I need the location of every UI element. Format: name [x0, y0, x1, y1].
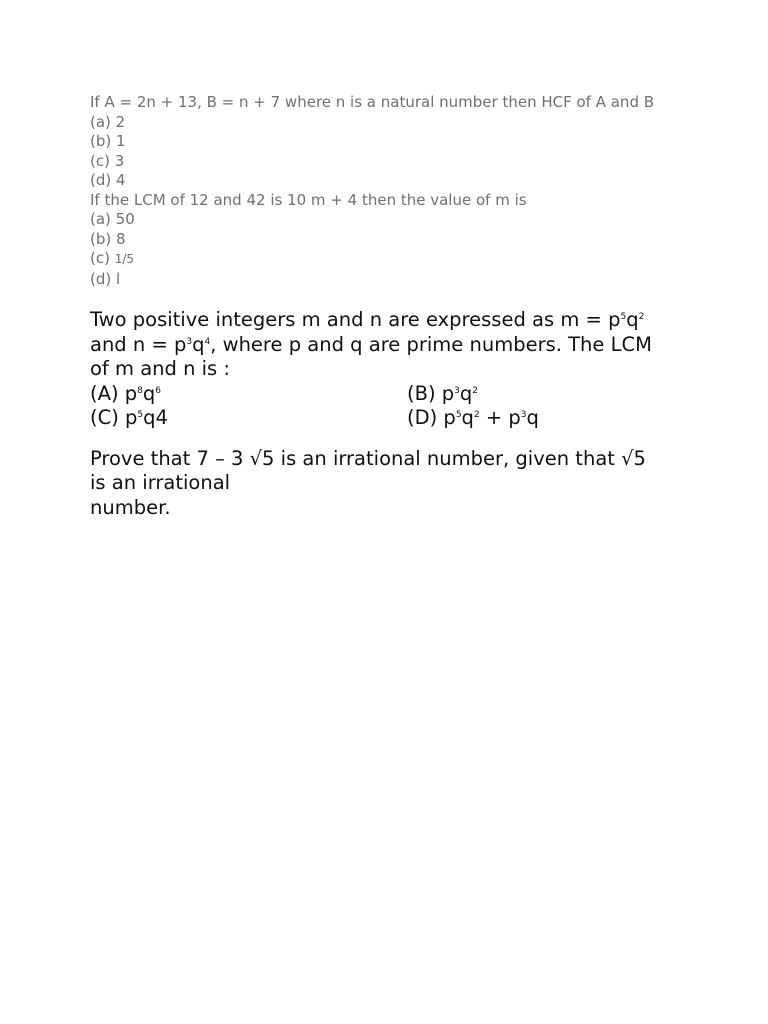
question-3-option-c: (C) $p^5q4$	[90, 406, 168, 429]
question-1-text: If A = 2n + 13, B = n + 7 where n is a natural number then HCF of A and B	[90, 93, 655, 111]
question-2-text: If the LCM of 12 and 42 is 10 m + 4 then the value of m is	[90, 190, 527, 209]
question-block-black	[90, 308, 690, 520]
question-1-option-b: (b) 1	[90, 132, 126, 150]
question-3-options	[90, 382, 690, 431]
question-1-option-c: (c) 3	[90, 151, 125, 170]
question-2-option-c	[90, 249, 670, 270]
question-3-option-b: (B) $p^3q^2$	[407, 381, 479, 405]
question-2-option-d: (d) l	[90, 269, 121, 288]
question-4-text	[90, 447, 690, 521]
question-2-option-c-label: (c)	[90, 249, 115, 267]
question-4-line-3: number.	[90, 495, 171, 519]
question-3-stem: Two positive integers m and n are expressed as $m = p^5q^2$ and $n = p^3q^4$, where p and q are prime numbers. The LCM of m and n is :	[90, 308, 652, 380]
question-4-line-2: is an irrational	[90, 471, 231, 494]
question-2-option-b: (b) 8	[90, 229, 126, 248]
question-2-option-c-fraction: 1/5	[114, 252, 135, 266]
question-1-option-d: (d) 4	[90, 171, 126, 189]
question-3-option-d: (D) $p^5q^2 + p^3q$	[407, 406, 539, 429]
question-block-grey	[90, 93, 670, 289]
question-3-option-a: (A) $p^8q^6$	[90, 381, 161, 405]
question-4-line-1: Prove that 7 – 3 √5 is an irrational number, given that √5	[90, 446, 646, 470]
question-1-option-a: (a) 2	[90, 112, 126, 131]
question-2-option-a: (a) 50	[90, 210, 135, 228]
